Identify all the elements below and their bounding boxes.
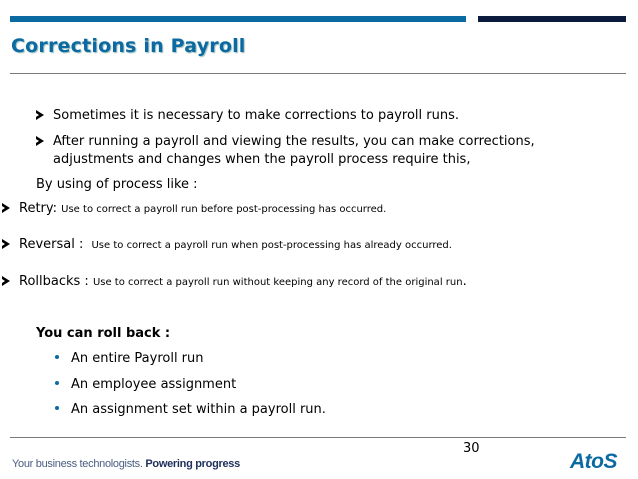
point-2 [36,133,535,151]
header-accent-bar [10,16,466,22]
point-2-continuation: adjustments and changes when the payroll process require this, [53,152,471,167]
rollback-item-3-text: An assignment set within a payroll run. [71,402,326,417]
atos-logo: AtoS [570,450,617,473]
process-reversal-term: Reversal : [19,237,88,252]
rollback-item-1 [55,350,204,368]
process-rollbacks [2,273,467,292]
arrow-bullet-icon [36,110,44,120]
rollback-item-2 [55,376,236,394]
rollback-heading: You can roll back : [36,326,171,341]
slide-title: Corrections in Payroll [11,35,246,57]
dot-bullet-icon [55,355,59,359]
arrow-bullet-icon [2,203,10,213]
tagline-bold: Powering progress [145,458,240,470]
process-retry-term: Retry: [19,201,62,216]
process-rollbacks-desc: Use to correct a payroll run without keeping any record of the original run [92,277,463,288]
rollback-item-1-text: An entire Payroll run [71,351,204,366]
point-1 [36,107,459,125]
arrow-bullet-icon [2,239,10,249]
footer-divider [10,437,626,438]
process-rollbacks-tail: . [462,274,467,289]
footer-tagline [12,458,240,470]
point-1-text: Sometimes it is necessary to make corrections to payroll runs. [53,108,459,123]
process-retry [2,200,386,219]
arrow-bullet-icon [2,276,10,286]
process-reversal-desc: Use to correct a payroll run when post-processing has already occurred. [91,240,452,251]
tagline-regular: Your business technologists. [12,458,143,470]
title-divider [10,73,626,74]
process-rollbacks-term: Rollbacks : [19,274,93,289]
dot-bullet-icon [55,381,59,385]
process-intro: By using of process like : [36,177,198,192]
header-dark-bar [478,16,626,22]
page-number: 30 [463,441,480,456]
arrow-bullet-icon [36,136,44,146]
process-retry-desc: Use to correct a payroll run before post-processing has occurred. [61,204,387,215]
rollback-item-2-text: An employee assignment [71,377,237,392]
dot-bullet-icon [55,406,59,410]
point-2-text: After running a payroll and viewing the results, you can make corrections, [53,134,535,149]
process-reversal [2,236,452,255]
rollback-item-3 [55,401,326,419]
